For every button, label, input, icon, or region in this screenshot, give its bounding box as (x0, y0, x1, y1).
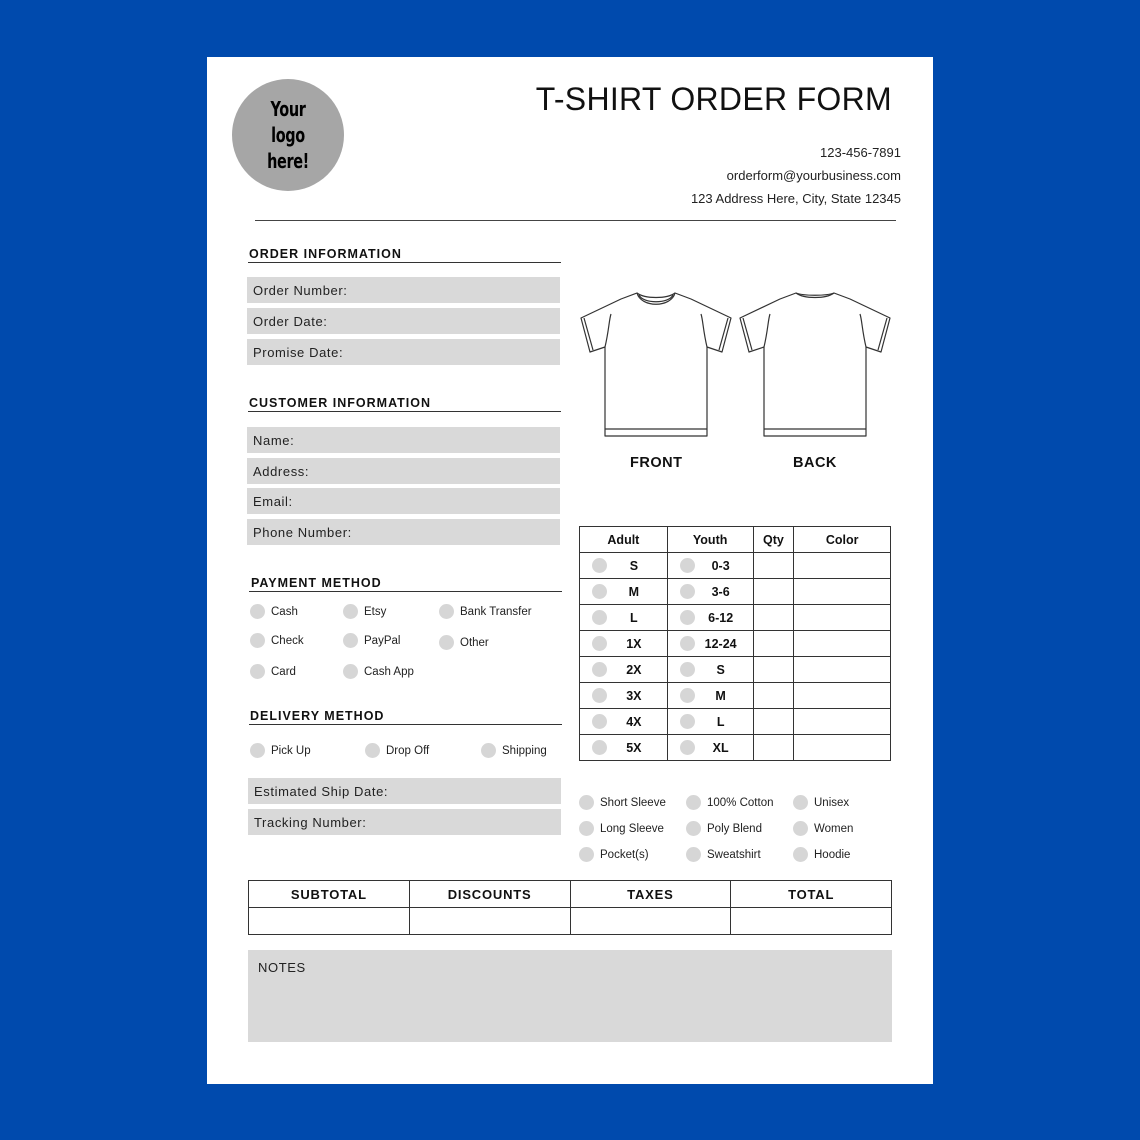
delivery-option-pick-up[interactable]: Pick Up (250, 743, 311, 758)
notes-field[interactable] (248, 950, 892, 1042)
qty-cell[interactable] (753, 579, 794, 605)
payment-option-cash[interactable]: Cash (250, 604, 298, 619)
subtotal-cell[interactable] (249, 908, 410, 935)
contact-email: orderform@yourbusiness.com (726, 168, 901, 183)
radio-icon (343, 633, 358, 648)
radio-icon (579, 847, 594, 862)
delivery-method-title: DELIVERY METHOD (250, 709, 385, 723)
payment-option-bank-transfer[interactable]: Bank Transfer (439, 604, 532, 619)
tracking-number-field[interactable]: Tracking Number: (248, 809, 561, 835)
size-table-header (580, 527, 891, 553)
radio-icon (680, 636, 695, 651)
header-youth: Youth (667, 527, 753, 553)
youth-size-option[interactable]: 12-24 (668, 636, 753, 651)
customer-info-title: CUSTOMER INFORMATION (249, 396, 432, 410)
table-row (580, 657, 891, 683)
youth-size-option[interactable]: XL (668, 740, 753, 755)
order-form-page (207, 57, 933, 1084)
email-field[interactable]: Email: (247, 488, 560, 514)
logo-placeholder (232, 79, 344, 191)
adult-size-option[interactable]: 4X (580, 714, 667, 729)
color-cell[interactable] (794, 631, 891, 657)
youth-size-option[interactable]: 0-3 (668, 558, 753, 573)
radio-icon (579, 795, 594, 810)
header-qty: Qty (753, 527, 794, 553)
header-taxes: TAXES (570, 881, 731, 908)
customer-info-underline (248, 411, 561, 412)
discounts-cell[interactable] (409, 908, 570, 935)
youth-size-option[interactable]: L (668, 714, 753, 729)
table-row (580, 709, 891, 735)
youth-size-option[interactable]: 6-12 (668, 610, 753, 625)
qty-cell[interactable] (753, 657, 794, 683)
style-option-short-sleeve[interactable]: Short Sleeve (579, 795, 666, 810)
style-option-poly-blend[interactable]: Poly Blend (686, 821, 762, 836)
radio-icon (680, 558, 695, 573)
taxes-cell[interactable] (570, 908, 731, 935)
notes-label: NOTES (258, 960, 306, 975)
payment-method-title: PAYMENT METHOD (251, 576, 382, 590)
radio-icon (250, 633, 265, 648)
qty-cell[interactable] (753, 683, 794, 709)
radio-icon (481, 743, 496, 758)
adult-size-option[interactable]: 2X (580, 662, 667, 677)
adult-size-option[interactable]: L (580, 610, 667, 625)
radio-icon (680, 610, 695, 625)
radio-icon (592, 688, 607, 703)
radio-icon (686, 795, 701, 810)
radio-icon (686, 821, 701, 836)
radio-icon (592, 714, 607, 729)
delivery-method-underline (249, 724, 562, 725)
contact-address: 123 Address Here, City, State 12345 (690, 191, 901, 206)
address-field[interactable]: Address: (247, 458, 560, 484)
radio-icon (680, 662, 695, 677)
promise-date-field[interactable]: Promise Date: (247, 339, 560, 365)
header-adult: Adult (580, 527, 668, 553)
youth-size-option[interactable]: 3-6 (668, 584, 753, 599)
size-table (579, 526, 891, 761)
radio-icon (250, 664, 265, 679)
radio-icon (793, 795, 808, 810)
header-total: TOTAL (731, 881, 892, 908)
radio-icon (680, 740, 695, 755)
youth-size-option[interactable]: M (668, 688, 753, 703)
table-row (580, 683, 891, 709)
header-discounts: DISCOUNTS (409, 881, 570, 908)
color-cell[interactable] (794, 709, 891, 735)
style-option-sweatshirt[interactable]: Sweatshirt (686, 847, 761, 862)
color-cell[interactable] (794, 683, 891, 709)
radio-icon (439, 604, 454, 619)
qty-cell[interactable] (753, 631, 794, 657)
adult-size-option[interactable]: M (580, 584, 667, 599)
logo-text: Your logo here! (267, 97, 309, 173)
payment-method-underline (249, 591, 562, 592)
color-cell[interactable] (794, 553, 891, 579)
radio-icon (250, 604, 265, 619)
style-option-long-sleeve[interactable]: Long Sleeve (579, 821, 664, 836)
tshirt-front-icon (579, 290, 733, 440)
radio-icon (680, 584, 695, 599)
phone-number-field[interactable]: Phone Number: (247, 519, 560, 545)
radio-icon (343, 604, 358, 619)
color-cell[interactable] (794, 657, 891, 683)
radio-icon (592, 740, 607, 755)
radio-icon (365, 743, 380, 758)
radio-icon (793, 821, 808, 836)
totals-table (248, 880, 892, 935)
radio-icon (592, 662, 607, 677)
radio-icon (579, 821, 594, 836)
payment-option-check[interactable]: Check (250, 633, 304, 648)
radio-icon (592, 558, 607, 573)
color-cell[interactable] (794, 735, 891, 761)
table-row (580, 631, 891, 657)
color-cell[interactable] (794, 605, 891, 631)
header-divider (255, 220, 896, 221)
header-color: Color (794, 527, 891, 553)
radio-icon (439, 635, 454, 650)
order-number-field[interactable]: Order Number: (247, 277, 560, 303)
radio-icon (592, 636, 607, 651)
adult-size-option[interactable]: 1X (580, 636, 667, 651)
payment-option-card[interactable]: Card (250, 664, 296, 679)
order-date-field[interactable]: Order Date: (247, 308, 560, 334)
radio-icon (250, 743, 265, 758)
payment-option-etsy[interactable]: Etsy (343, 604, 386, 619)
qty-cell[interactable] (753, 553, 794, 579)
payment-option-other[interactable]: Other (439, 635, 489, 650)
style-option-100-cotton[interactable]: 100% Cotton (686, 795, 774, 810)
radio-icon (592, 584, 607, 599)
radio-icon (686, 847, 701, 862)
payment-option-cash-app[interactable]: Cash App (343, 664, 414, 679)
qty-cell[interactable] (753, 735, 794, 761)
totals-value-row (249, 908, 892, 935)
style-option-women[interactable]: Women (793, 821, 853, 836)
adult-size-option[interactable]: 3X (580, 688, 667, 703)
qty-cell[interactable] (753, 605, 794, 631)
color-cell[interactable] (794, 579, 891, 605)
adult-size-option[interactable]: 5X (580, 740, 667, 755)
style-option-unisex[interactable]: Unisex (793, 795, 849, 810)
table-row (580, 605, 891, 631)
radio-icon (793, 847, 808, 862)
name-field[interactable]: Name: (247, 427, 560, 453)
front-label: FRONT (630, 455, 683, 471)
radio-icon (680, 714, 695, 729)
order-info-underline (248, 262, 561, 263)
contact-phone: 123-456-7891 (820, 145, 901, 160)
payment-option-paypal[interactable]: PayPal (343, 633, 400, 648)
back-label: BACK (793, 455, 837, 471)
style-option-pockets[interactable]: Pocket(s) (579, 847, 649, 862)
table-row (580, 553, 891, 579)
youth-size-option[interactable]: S (668, 662, 753, 677)
adult-size-option[interactable]: S (580, 558, 667, 573)
radio-icon (680, 688, 695, 703)
tshirt-back-icon (738, 290, 892, 440)
totals-header-row (249, 881, 892, 908)
page-title: T-SHIRT ORDER FORM (535, 81, 892, 117)
qty-cell[interactable] (753, 709, 794, 735)
header-subtotal: SUBTOTAL (249, 881, 410, 908)
table-row (580, 735, 891, 761)
style-option-hoodie[interactable]: Hoodie (793, 847, 850, 862)
radio-icon (343, 664, 358, 679)
total-cell[interactable] (731, 908, 892, 935)
table-row (580, 579, 891, 605)
radio-icon (592, 610, 607, 625)
order-info-title: ORDER INFORMATION (249, 247, 402, 261)
estimated-ship-date-field[interactable]: Estimated Ship Date: (248, 778, 561, 804)
delivery-option-drop-off[interactable]: Drop Off (365, 743, 429, 758)
delivery-option-shipping[interactable]: Shipping (481, 743, 547, 758)
